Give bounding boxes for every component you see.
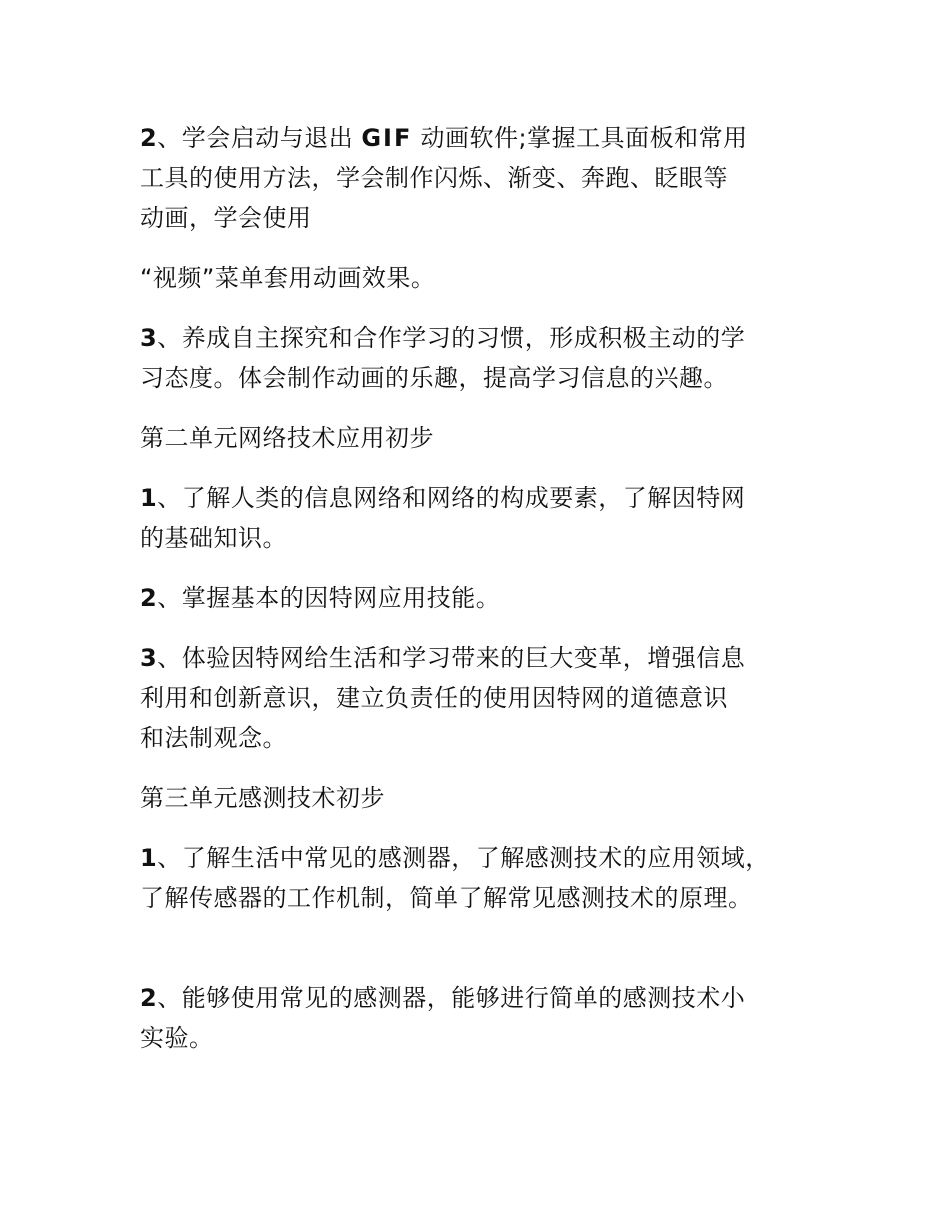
list-number: 3 — [140, 324, 158, 352]
list-number: 1 — [140, 844, 158, 872]
paragraph-network-basics — [140, 478, 840, 558]
paragraph-line: “视频”菜单套用动画效果。 — [140, 264, 436, 292]
paragraph-line: 动画，学会使用 — [140, 204, 312, 232]
paragraph-text: 、体验因特网给生活和学习带来的巨大变革，增强信息 — [157, 644, 746, 672]
paragraph-text: 、能够使用常见的感测器，能够进行简单的感测技术小 — [157, 984, 746, 1012]
paragraph-line — [140, 838, 840, 878]
paragraph-line — [140, 118, 840, 158]
paragraph-video-menu — [140, 258, 840, 298]
paragraph-gif-animation — [140, 118, 840, 238]
paragraph-text: 动画软件;掌握工具面板和常用 — [412, 124, 748, 152]
paragraph-text: 、学会启动与退出 — [157, 124, 362, 152]
paragraph-line — [140, 318, 840, 358]
paragraph-internet-ethics — [140, 638, 840, 758]
unit2-heading — [140, 418, 840, 458]
paragraph-line: 了解传感器的工作机制，简单了解常见感测技术的原理。 — [140, 884, 753, 912]
paragraph-text: 、了解生活中常见的感测器，了解感测技术的应用领域， — [157, 844, 770, 872]
paragraph-line: 和法制观念。 — [140, 724, 287, 752]
paragraph-text: 、掌握基本的因特网应用技能。 — [157, 584, 501, 612]
gif-term: GIF — [361, 124, 413, 152]
paragraph-learning-attitude — [140, 318, 840, 398]
paragraph-text: 、养成自主探究和合作学习的习惯，形成积极主动的学 — [157, 324, 746, 352]
paragraph-line — [140, 638, 840, 678]
section-heading: 第三单元感测技术初步 — [140, 784, 385, 812]
unit3-heading — [140, 778, 840, 818]
section-heading: 第二单元网络技术应用初步 — [140, 424, 434, 452]
paragraph-line — [140, 578, 840, 618]
paragraph-sensors-overview — [140, 838, 840, 918]
list-number: 2 — [140, 984, 158, 1012]
paragraph-line: 的基础知识。 — [140, 524, 287, 552]
paragraph-line: 工具的使用方法，学会制作闪烁、渐变、奔跑、眨眼等 — [140, 164, 728, 192]
list-number: 3 — [140, 644, 158, 672]
list-number: 1 — [140, 484, 158, 512]
paragraph-line — [140, 478, 840, 518]
paragraph-text: 、了解人类的信息网络和网络的构成要素，了解因特网 — [157, 484, 746, 512]
paragraph-line: 实验。 — [140, 1024, 214, 1052]
paragraph-line — [140, 978, 840, 1018]
paragraph-line: 利用和创新意识，建立负责任的使用因特网的道德意识 — [140, 684, 728, 712]
paragraph-line: 习态度。体会制作动画的乐趣，提高学习信息的兴趣。 — [140, 364, 728, 392]
paragraph-internet-skills — [140, 578, 840, 618]
list-number: 2 — [140, 584, 158, 612]
paragraph-sensor-experiments — [140, 978, 840, 1058]
list-number: 2 — [140, 124, 158, 152]
